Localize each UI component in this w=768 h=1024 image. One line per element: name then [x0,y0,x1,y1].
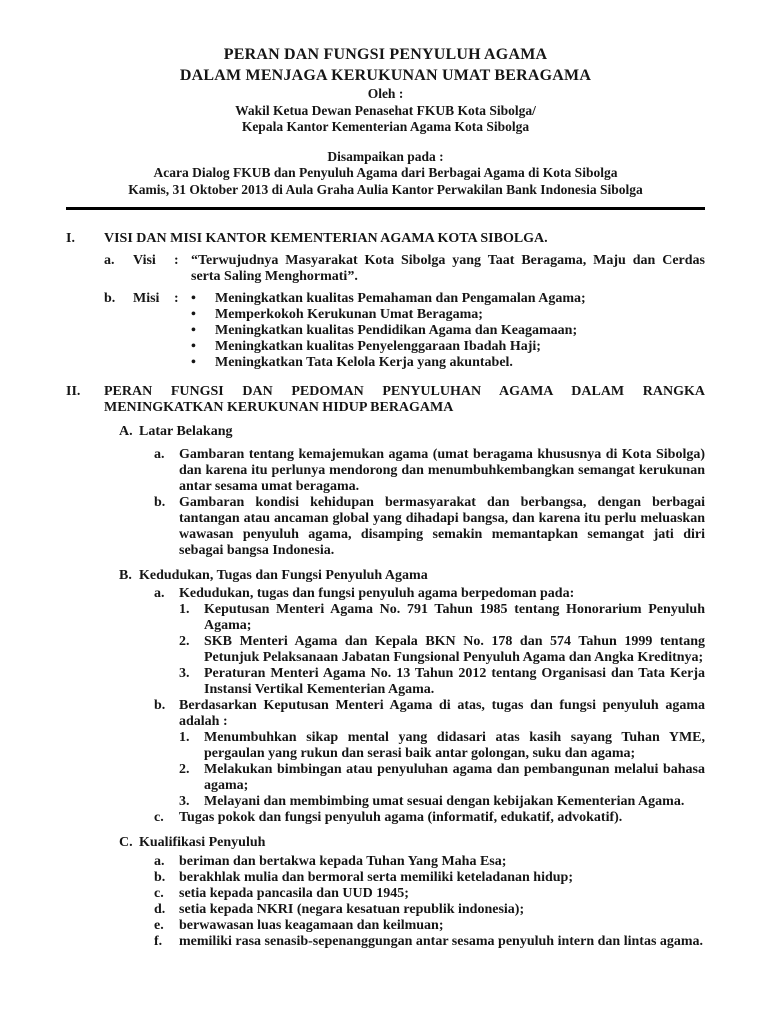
subsection-b [104,568,705,826]
section-1-title: VISI DAN MISI KANTOR KEMENTERIAN AGAMA KOTA SIBOLGA. [104,231,548,246]
subsection-b-letter: B. [119,568,132,583]
subsection-c [104,835,705,950]
bullet-icon: • [191,291,196,306]
section-1 [66,231,705,371]
doc-title-line1: PERAN DAN FUNGSI PENYULUH AGAMA [223,46,548,63]
numbered-item: 2. Melakukan bimbingan atau penyuluhan agama dan pembangunan melalui bahasa agama; [179,762,705,793]
presented-label: Disampaikan pada : [327,148,444,164]
misi-item: • Meningkatkan kualitas Penyelenggaraan Ibadah Haji; [191,339,541,354]
visi-colon: : [174,253,179,268]
list-item: e. berwawasan luas keagamaan dan keilmuan; [154,918,444,933]
subsection-c-title: Kualifikasi Penyuluh [139,835,266,850]
misi-item: • Meningkatkan kualitas Pemahaman dan Pengamalan Agama; [191,291,586,306]
misi-item: • Memperkokoh Kerukunan Umat Beragama; [191,307,483,322]
visi-name: Visi [133,253,156,268]
section-2 [66,384,705,950]
misi-row [104,291,705,371]
visi-label: a. [104,253,115,268]
list-item: b. berakhlak mulia dan bermoral serta memiliki keteladanan hidup; [154,870,573,885]
list-item: b. Berdasarkan Keputusan Menteri Agama di atas, tugas dan fungsi penyuluh agama adalah : [154,698,705,729]
misi-item: • Meningkatkan Tata Kelola Kerja yang akuntabel. [191,355,513,370]
numbered-item: 1. Menumbuhkan sikap mental yang didasari atas kasih sayang Tuhan YME, pergaulan yang rukun dan serasi baik antar golongan, suku dan agama; [179,730,705,761]
list-item: c. setia kepada pancasila dan UUD 1945; [154,886,409,901]
subsection-a [104,424,705,559]
subsection-a-letter: A. [119,424,133,439]
section-2-title: PERAN FUNGSI DAN PEDOMAN PENYULUHAN AGAMA DALAM RANGKA MENINGKATKAN KERUKUNAN HIDUP BERAGAMA [104,384,705,415]
misi-item: • Meningkatkan kualitas Pendidikan Agama dan Keagamaan; [191,323,578,338]
list-item: b. Gambaran kondisi kehidupan bermasyarakat dan berbangsa, dengan berbagai tantangan atau ancaman global yang dihadapi bangsa, dan karena itu perlu meluaskan wawasan penyuluh agama, disamping semakin memantapkan semangat jati diri sebagai bangsa Indonesia. [154,495,705,558]
author-line2: Kepala Kantor Kementerian Agama Kota Sibolga [241,119,530,134]
bullet-icon: • [191,355,196,370]
subsection-a-title: Latar Belakang [139,424,233,439]
list-item: a. beriman dan bertakwa kepada Tuhan Yang Maha Esa; [154,854,507,869]
bullet-icon: • [191,307,196,322]
subsection-c-letter: C. [119,835,133,850]
list-item: a. Kedudukan, tugas dan fungsi penyuluh agama berpedoman pada: [154,586,575,601]
presented-datetime: Kamis, 31 Oktober 2013 di Aula Graha Aulia Kantor Perwakilan Bank Indonesia Sibolga [128,181,643,197]
list-item: d. setia kepada NKRI (negara kesatuan republik indonesia); [154,902,525,917]
misi-colon: : [174,291,179,306]
visi-row [104,253,705,285]
doc-header [66,44,705,210]
list-item: c. Tugas pokok dan fungsi penyuluh agama (informatif, edukatif, advokatif). [154,810,623,825]
numbered-item: 2. SKB Menteri Agama dan Kepala BKN No. 178 dan 574 Tahun 1999 tentang Petunjuk Pelaksanaan Jabatan Fungsional Penyuluh Agama dan Angka Kreditnya; [179,634,705,665]
presented-event: Acara Dialog FKUB dan Penyuluh Agama dari Berbagai Agama di Kota Sibolga [153,165,618,180]
byline-label: Oleh : [367,86,404,101]
list-item: f. memiliki rasa senasib-sepenanggungan antar sesama penyuluh intern dan lintas agama. [154,934,704,949]
visi-text: “Terwujudnya Masyarakat Kota Sibolga yang Taat Beragama, Maju dan Cerdas serta Saling Menghormati”. [191,253,705,284]
bullet-icon: • [191,339,196,354]
misi-label: b. [104,291,116,306]
numbered-item: 3. Melayani dan membimbing umat sesuai dengan kebijakan Kementerian Agama. [179,794,685,809]
misi-name: Misi [133,291,160,306]
numbered-item: 1. Keputusan Menteri Agama No. 791 Tahun 1985 tentang Honorarium Penyuluh Agama; [179,602,705,633]
section-2-number: II. [66,384,81,399]
subsection-b-title: Kedudukan, Tugas dan Fungsi Penyuluh Agama [139,568,428,583]
doc-title-line2: DALAM MENJAGA KERUKUNAN UMAT BERAGAMA [179,67,592,84]
numbered-item: 3. Peraturan Menteri Agama No. 13 Tahun 2012 tentang Organisasi dan Tata Kerja Instansi Vertikal Kementerian Agama. [179,666,705,697]
section-1-number: I. [66,231,75,246]
bullet-icon: • [191,323,196,338]
list-item: a. Gambaran tentang kemajemukan agama (umat beragama khususnya di Kota Sibolga) dan karena itu perlunya mendorong dan menumbuhkembangkan semangat kerukunan antar sesama umat beragama. [154,447,705,494]
header-divider [66,207,705,210]
author-line1: Wakil Ketua Dewan Penasehat FKUB Kota Sibolga/ [235,102,536,118]
